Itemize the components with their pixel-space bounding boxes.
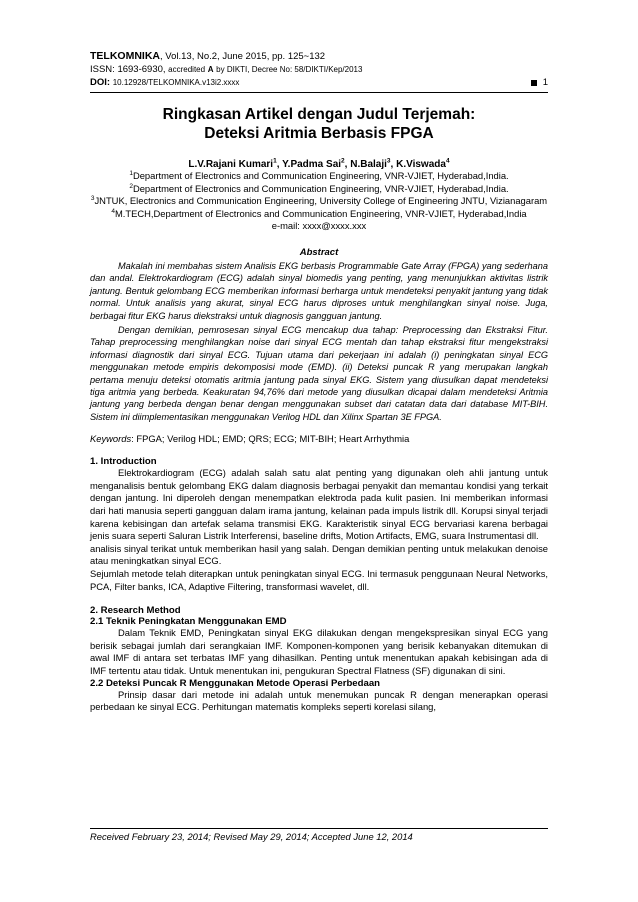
author-sep: , <box>276 159 283 170</box>
subsection-2-1-paragraph: Dalam Teknik EMD, Peningkatan sinyal EKG dilakukan dengan mengekspresikan sinyal ECG yang berisik sebagai jumlah dari serangkaian IMF. Komponen-komponen yang berisik kebanyakan ditemukan di awal IMF di antara set terbatas IMF yang dihasilkan. Penting untuk menentukan apakah kebisingan ada di IMF tertentu atau tidak. Untuk menentukan ini, pengukuran Spectral Flatness (SF) digunakan di sini. <box>90 627 548 676</box>
author-email: e-mail: xxxx@xxxx.xxx <box>271 220 367 232</box>
author-sep: , <box>344 159 351 170</box>
square-bullet-icon <box>531 80 537 86</box>
abstract-paragraph-2: Dengan demikian, pemrosesan sinyal ECG mencakup dua tahap: Preprocessing dan Ekstraksi Fitur. Tahap preprocessing menghilangkan noise dari sinyal ECG mentah dan tahap ekstraksi fitur mengekstraksi informasi diagnostik dari sinyal ECG. Tujuan utama dari pekerjaan ini adalah (i) peningkatan sinyal ECG menggunakan metode empiris dekomposisi mode (EMD). (ii) Deteksi puncak R yang merupakan langkah pertama menuju deteksi otomatis aritmia jantung pada sinyal EKG. Sistem yang diusulkan dapat mendeteksi tiga aritmia yang berbeda. Keakuratan 94,76% dari metode yang diusulkan dicapai dalam mendeteksi Aritmia jantung yang berbeda dengan benar dengan menggunakan subset dari catatan data dari database MIT-BIH. Sistem ini diimplementasikan menggunakan Verilog HDL dan Xilinx Spartan 3E FPGA. <box>90 325 548 422</box>
affiliation-2 <box>90 183 548 196</box>
author-sep: , <box>390 159 397 170</box>
abstract-paragraph-1: Makalah ini membahas sistem Analisis EKG berbasis Programmable Gate Array (FPGA) yang sederhana dan andal. Elektrokardiogram (ECG) adalah sinyal biomedis yang penting, yang menunjukkan aktivitas listrik jantung. Bentuk gelombang ECG memberikan informasi berharga untuk mendeteksi penyakit jantung yang tidak normal. Untuk analisis yang akurat, sinyal ECG harus diproses untuk menghilangkan sinyal noise. Juga, berbagai fitur EKG harus diekstraksi untuk diagnosis gangguan jantung. <box>90 260 548 321</box>
subsection-heading-2-2: 2.2 Deteksi Puncak R Menggunakan Metode Operasi Perbedaan <box>90 677 381 689</box>
received-dates-footer: Received February 23, 2014; Revised May 29, 2014; Accepted June 12, 2014 <box>90 831 413 842</box>
page-number: 1 <box>542 77 548 88</box>
affiliation-sup: 2 <box>129 182 133 190</box>
affiliation-text: JNTUK, Electronics and Communication Engineering, University College of Engineering JNTU, Vizianagaram <box>94 195 548 207</box>
paper-page <box>90 50 548 714</box>
author-name: K.Viswada <box>396 159 446 170</box>
issn: ISSN: 1693-6930, <box>90 64 166 75</box>
intro-paragraph-3: Sejumlah metode telah diterapkan untuk peningkatan sinyal ECG. Ini termasuk penggunaan Neural Networks, PCA, Filter banks, ICA, Adaptive Filtering, transformasi wavelet, dll. <box>90 568 548 592</box>
paper-title <box>90 105 548 143</box>
abstract-heading: Abstract <box>299 246 339 258</box>
keywords-label: Keywords <box>90 433 132 445</box>
keywords <box>90 433 548 444</box>
subsection-2-2-paragraph: Prinsip dasar dari metode ini adalah untuk menemukan puncak R dengan menerapkan operasi perbedaan ke sinyal ECG. Perhitungan matematis kompleks seperti korelasi silang, <box>90 688 548 713</box>
author-name: L.V.Rajani Kumari <box>188 159 274 170</box>
author-sup: 1 <box>273 157 277 165</box>
affiliation-sup: 3 <box>90 195 95 203</box>
affiliation-3 <box>90 195 548 208</box>
affiliation-sup: 1 <box>129 169 133 177</box>
journal-name: TELKOMNIKA <box>90 50 160 62</box>
doi-value: 10.12928/TELKOMNIKA.v13i2.xxxx <box>112 78 240 87</box>
doi-label: DOI: <box>90 77 111 88</box>
affiliation-sup: 4 <box>111 207 115 215</box>
author-sup: 3 <box>386 157 391 165</box>
author-name: Y.Padma Sai <box>282 159 342 170</box>
affiliation-4 <box>90 208 548 221</box>
accredited-decree: by DIKTI, Decree No: 58/DIKTI/Kep/2013 <box>216 65 363 74</box>
accredited-grade: A <box>207 65 214 74</box>
volume-line: , Vol.13, No.2, June 2015, pp. 125~132 <box>160 51 326 62</box>
subsection-heading-2-1: 2.1 Teknik Peningkatan Menggunakan EMD <box>90 616 287 628</box>
section-heading-research-method: 2. Research Method <box>90 605 181 617</box>
section-heading-introduction: 1. Introduction <box>90 456 157 468</box>
author-list <box>90 159 548 170</box>
accredited-word: accredited <box>168 65 206 74</box>
keywords-text: : FPGA; Verilog HDL; EMD; QRS; ECG; MIT-BIH; Heart Arrhythmia <box>131 433 410 445</box>
header-divider <box>90 92 548 93</box>
journal-header <box>90 50 548 93</box>
title-line-1: Ringkasan Artikel dengan Judul Terjemah: <box>162 106 476 123</box>
affiliation-text: Department of Electronics and Communication Engineering, VNR-VJIET, Hyderabad,India. <box>132 170 509 181</box>
author-sup: 4 <box>445 157 450 165</box>
title-line-2: Deteksi Aritmia Berbasis FPGA <box>204 125 434 142</box>
footer-divider <box>90 828 548 829</box>
affiliation-1 <box>90 170 548 183</box>
affiliation-text: Department of Electronics and Communication Engineering, VNR-VJIET, Hyderabad,India. <box>132 182 509 194</box>
affiliation-text: M.TECH,Department of Electronics and Communication Engineering, VNR-VJIET, Hyderabad,India <box>114 207 527 219</box>
author-name: N.Balaji <box>350 159 387 170</box>
intro-paragraph-1: Elektrokardiogram (ECG) adalah salah satu alat penting yang digunakan oleh ahli jantung untuk menganalisis bentuk gelombang EKG dalam diagnosis berbagai penyakit dan memantau kondisi yang terkait dengan jantung. Ini diperoleh dengan menempatkan elektroda pada kulit pasien. Ini memberikan informasi dari hati manusia seperti gangguan dalam irama jantung, kelainan pada impuls listrik dll. Korupsi sinyal terjadi karena kebisingan dan artefak selama transmisi EKG. Karakteristik sinyal ECG bervariasi karena berbagai jenis suara seperti Saluran Listrik Interferensi, baseline drifts, Motion Artifacts, EMG, suara Instrumentasi dll. <box>90 467 548 542</box>
intro-paragraph-2: analisis sinyal terikat untuk memberikan hasil yang salah. Dengan demikian penting untuk melakukan denoise atau meningkatkan sinyal ECG. <box>90 542 548 567</box>
author-sup: 2 <box>341 157 345 165</box>
